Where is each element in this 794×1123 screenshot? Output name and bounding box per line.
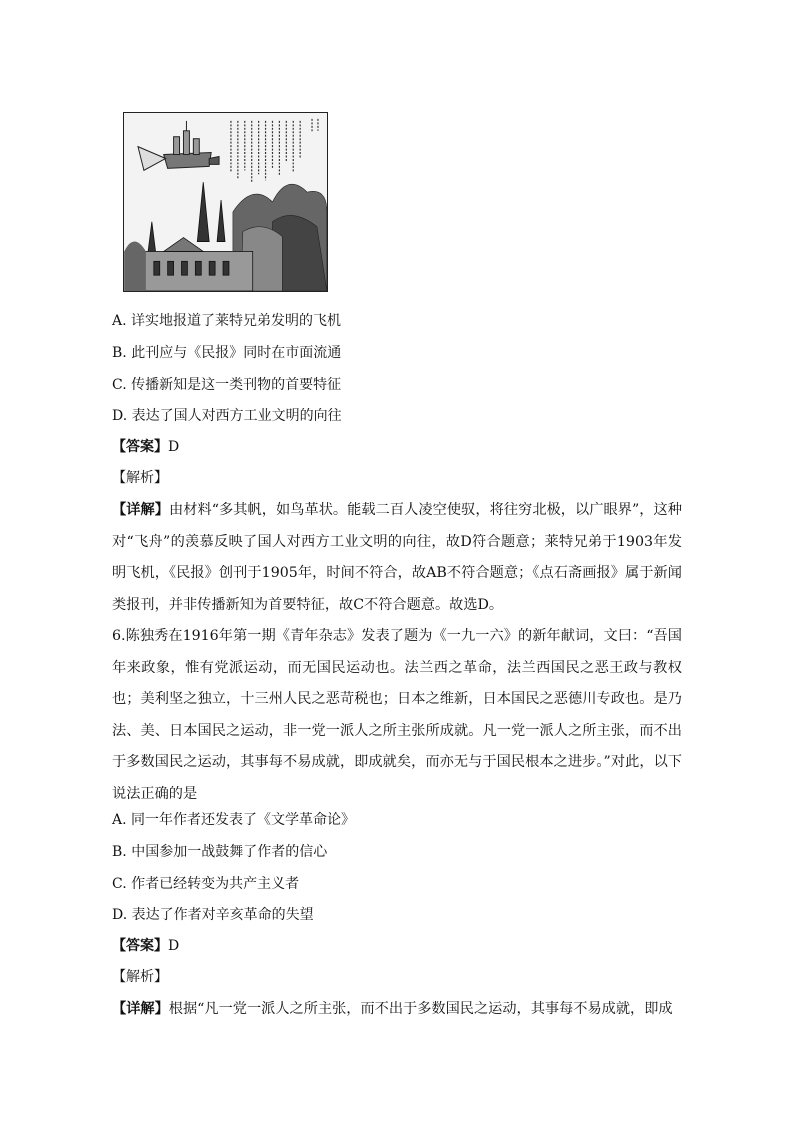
q5-option-a: A. 详实地报道了莱特兄弟发明的飞机 [112, 313, 342, 329]
q6-option-d: D. 表达了作者对辛亥革命的失望 [112, 907, 314, 923]
q5-answer-label: 【答案】 [112, 439, 168, 455]
q6-answer [112, 936, 179, 956]
illustration-airship-figure [123, 112, 328, 292]
q6-option-b: B. 中国参加一战鼓舞了作者的信心 [112, 844, 328, 860]
q5-option-c: C. 传播新知是这一类刊物的首要特征 [112, 377, 342, 393]
q6-option-a: A. 同一年作者还发表了《文学革命论》 [112, 812, 356, 828]
q5-answer [112, 437, 179, 457]
q6-answer-value: D [168, 938, 180, 954]
q6-stem: 6.陈独秀在1916年第一期《青年杂志》发表了题为《一九一六》的新年献词，文曰：“吾国年来政象，惟有党派运动，而无国民运动也。法兰西之革命，法兰西国民之恶王政与教权也；美利坚之独立，十三州人民之恶苛税也；日本之维新，日本国民之恶德川专政也。是乃法、美、日本国民之运动，非一党一派人之所主张所成就。凡一党一派人之所主张，而不出于多数国民之运动，其事每不易成就，即成就矣，而亦无与于国民根本之进步。”对此，以下说法正确的是 [112, 628, 682, 802]
q6-answer-label: 【答案】 [112, 938, 168, 954]
q6-detail-text: 根据“凡一党一派人之所主张，而不出于多数国民之运动，其事每不易成就，即成 [168, 1001, 673, 1017]
q6-analysis-label: 【解析】 [112, 969, 168, 985]
q5-answer-value: D [168, 439, 180, 455]
q5-analysis-label: 【解析】 [112, 470, 168, 486]
q5-detail-text: 由材料“多其帆，如鸟革状。能载二百人凌空使驭，将往穷北极，以广眼界”，这种对“飞舟”的羡慕反映了国人对西方工业文明的向往，故D符合题意；莱特兄弟于1903年发明飞机，《民报》创刊于1905年，时间不符合，故AB不符合题意；《点石斋画报》属于新闻类报刊，并非传播新知为首要特征，故C不符合题意。故选D。 [112, 502, 682, 613]
q6-option-c: C. 作者已经转变为共产主义者 [112, 876, 300, 892]
q5-detail-label: 【详解】 [112, 502, 169, 518]
q5-option-d: D. 表达了国人对西方工业文明的向往 [112, 408, 342, 424]
q5-detail-paragraph [112, 495, 682, 621]
airship-engraving-image [124, 113, 327, 291]
q5-option-b: B. 此刊应与《民报》同时在市面流通 [112, 345, 342, 361]
q6-detail-label: 【详解】 [112, 1001, 169, 1017]
q6-detail-paragraph [112, 994, 682, 1026]
